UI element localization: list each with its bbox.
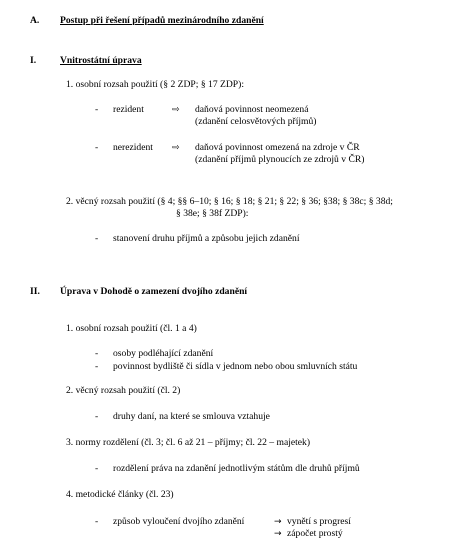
section-i-item2-text: stanovení druhu příjmů a způsobu jejich zdanění xyxy=(113,233,300,244)
list-item: osoby podléhající zdanění xyxy=(113,348,214,359)
rezident-line1: daňová povinnost neomezená xyxy=(195,104,309,115)
section-ii-numeral: II. xyxy=(30,286,40,297)
section-i-numeral: I. xyxy=(30,55,37,66)
right-arrow-icon: → xyxy=(274,517,282,527)
list-dash: - xyxy=(95,348,99,359)
option-exemption: vynětí s progresí xyxy=(287,516,351,527)
section-a-letter: A. xyxy=(30,15,40,26)
right-arrow-icon: ⇨ xyxy=(172,105,180,115)
option-credit: zápočet prostý xyxy=(287,528,343,539)
list-dash: - xyxy=(95,463,99,474)
list-item: rozdělení práva na zdanění jednotlivým státům dle druhů příjmů xyxy=(113,463,360,474)
section-i-item2-label-line2: § 38e; § 38f ZDP): xyxy=(176,208,249,219)
list-item: způsob vyloučení dvojího zdanění xyxy=(113,516,245,527)
section-ii-title: Úprava v Dohodě o zamezení dvojího zdanění xyxy=(60,286,248,297)
section-ii-item2-label: 2. věcný rozsah použití (čl. 2) xyxy=(66,385,181,396)
nerezident-line2: (zdanění příjmů plynoucích ze zdrojů v ČR) xyxy=(195,154,365,165)
section-ii-item1-label: 1. osobní rozsah použití (čl. 1 a 4) xyxy=(66,323,197,334)
list-dash: - xyxy=(95,142,99,153)
list-item: povinnost bydliště či sídla v jednom nebo obou smluvních státu xyxy=(113,361,358,372)
section-i-item1-label: 1. osobní rozsah použití (§ 2 ZDP; § 17 ZDP): xyxy=(66,79,245,90)
list-dash: - xyxy=(95,516,99,527)
list-dash: - xyxy=(95,361,99,372)
section-ii-item3-label: 3. normy rozdělení (čl. 3; čl. 6 až 21 – příjmy; čl. 22 – majetek) xyxy=(66,437,311,448)
term-nerezident: nerezident xyxy=(113,142,153,153)
term-rezident: rezident xyxy=(113,104,144,115)
section-i-item2-label-line1: 2. věcný rozsah použití (§ 4; §§ 6–10; § 16; § 18; § 21; § 22; § 36; §38; § 38c; § 38d; xyxy=(66,196,393,207)
nerezident-line1: daňová povinnost omezená na zdroje v ČR xyxy=(195,142,360,153)
list-item: druhy daní, na které se smlouva vztahuje xyxy=(113,411,270,422)
rezident-line2: (zdanění celosvětových příjmů) xyxy=(195,116,317,127)
section-a-title: Postup při řešení případů mezinárodního zdanění xyxy=(60,15,264,26)
section-ii-item4-label: 4. metodické články (čl. 23) xyxy=(66,489,174,500)
right-arrow-icon: → xyxy=(274,529,282,539)
right-arrow-icon: ⇨ xyxy=(172,143,180,153)
section-i-title: Vnitrostátní úprava xyxy=(60,55,142,66)
list-dash: - xyxy=(95,411,99,422)
list-dash: - xyxy=(95,233,99,244)
list-dash: - xyxy=(95,104,99,115)
